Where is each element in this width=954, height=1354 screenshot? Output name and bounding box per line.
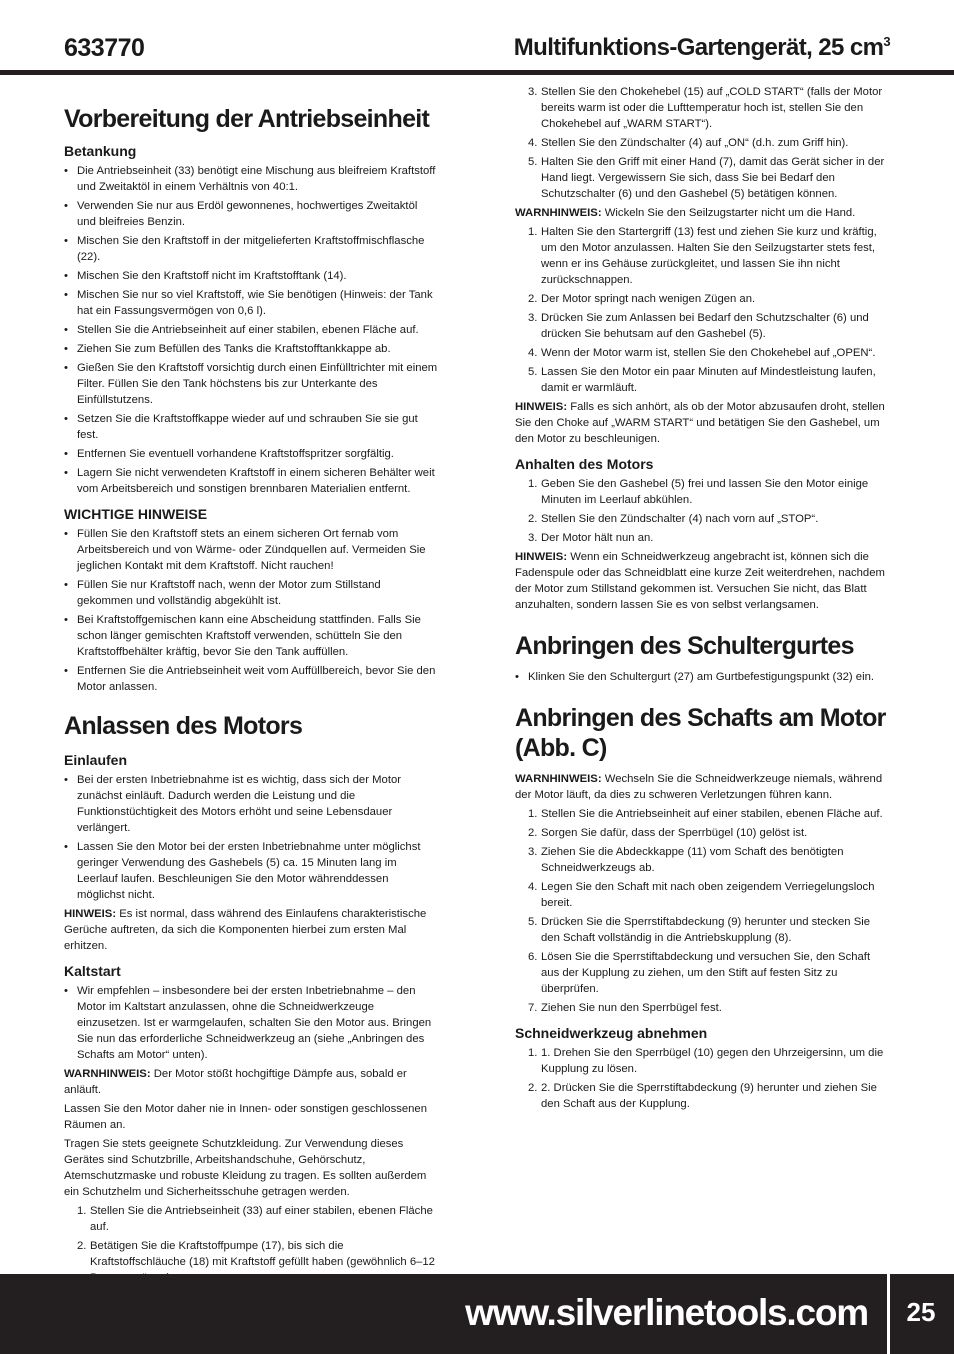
list-item: 2. Betätigen Sie die Kraftstoffpumpe (17), bis sich die Kraftstoffschläuche (18) mit Kraftstoff gefüllt haben (gewöhnlich 6–12 [77, 1240, 435, 1268]
start-steps-list-continued [515, 84, 891, 202]
left-column [64, 84, 438, 1289]
kaltstart-list [64, 983, 438, 1063]
einlaufen-list [64, 772, 438, 903]
list-item: 7. Ziehen Sie nun den Sperrbügel fest. [528, 1002, 722, 1014]
list-item: • Lagern Sie nicht verwendeten Kraftstoff in einem sicheren Behälter weit vom Arbeitsbereich und sonstigen brennbaren Materialien entfernt. [64, 465, 438, 497]
list-item: • Mischen Sie nur so viel Kraftstoff, wie Sie benötigen (Hinweis: der Tank hat ein Fassungsvermögen von 0,6 l). [64, 287, 438, 319]
list-item: 5. Halten Sie den Griff mit einer Hand (7), damit das Gerät sicher in der Hand liegt. Vergewissern Sie sich, dass Sie bei Bedarf den Schutzschalter (6) und den Gashebel (5) betätigen können. [528, 156, 885, 200]
list-item: 1. 1. Drehen Sie den Sperrbügel (10) gegen den Uhrzeigersinn, um die Kupplung zu lösen. [528, 1047, 884, 1075]
list-item: • Klinken Sie den Schultergurt (27) am Gurtbefestigungspunkt (32) ein. [515, 669, 891, 685]
list-item: • Verwenden Sie nur aus Erdöl gewonnenes, hochwertiges Zweitaktöl und bleifreies Benzin. [64, 198, 438, 230]
pull-steps-list [515, 224, 891, 396]
list-item: 2. Stellen Sie den Zündschalter (4) nach vorn auf „STOP“. [528, 513, 819, 525]
subheading-anhalten: Anhalten des Motors [515, 456, 654, 472]
product-code: 633770 [64, 34, 145, 62]
schaft-steps-list [515, 806, 891, 1016]
list-item: 4. Stellen Sie den Zündschalter (4) auf „ON“ (d.h. zum Griff hin). [528, 137, 849, 149]
footer-divider [887, 1274, 890, 1354]
list-item: • Mischen Sie den Kraftstoff nicht im Kraftstofftank (14). [64, 268, 438, 284]
list-item: 1. Geben Sie den Gashebel (5) frei und lassen Sie den Motor einige Minuten im Leerlauf abkühlen. [528, 478, 869, 506]
list-item: • Mischen Sie den Kraftstoff in der mitgelieferten Kraftstoffmischflasche (22). [64, 233, 438, 265]
paragraph-schutzkleidung: Tragen Sie stets geeignete Schutzkleidung. Zur Verwendung dieses Gerätes sind Schutzbrille, Arbeitshandschuhe, Gehörschutz, Atemschutzmaske und robuste Kleidung zu tragen. Es sollten außerdem ein Schutzhelm und Sicherheitsschuhe getragen werden. [64, 1138, 427, 1198]
subheading-kaltstart: Kaltstart [64, 963, 121, 979]
subheading-wichtige-hinweise: WICHTIGE HINWEISE [64, 506, 208, 522]
list-item: • Entfernen Sie eventuell vorhandene Kraftstoffspritzer sorgfältig. [64, 446, 438, 462]
hinweis-schneidwerkzeug: HINWEIS: Wenn ein Schneidwerkzeug angebracht ist, können sich die Fadenspule oder das Schneidblatt eine kurze Zeit weiterdrehen, nachdem der Motor zum Stillstand gekommen ist. Versuchen Sie nicht, das Blatt anzuhalten, sondern lassen Sie es von selbst verlangsamen. [515, 551, 885, 611]
list-item: • Füllen Sie den Kraftstoff stets an einem sicheren Ort fernab vom Arbeitsbereich und von Wärme- oder Zündquellen auf. Vermeiden Sie jeglichen Kontakt mit dem Kraftstoff. Nicht rauchen! [64, 526, 438, 574]
section-title-anlassen: Anlassen des Motors [64, 712, 303, 740]
section-title-schaft: Anbringen des Schafts am Motor (Abb. C) [515, 704, 886, 762]
section-title-vorbereitung: Vorbereitung der Antriebseinheit [64, 105, 430, 133]
list-item: • Ziehen Sie zum Befüllen des Tanks die Kraftstofftankkappe ab. [64, 341, 438, 357]
list-item: 1. Stellen Sie die Antriebseinheit (33) auf einer stabilen, ebenen Fläche auf. [77, 1205, 433, 1233]
website-url: www.silverlinetools.com [465, 1292, 868, 1333]
list-item: • Wir empfehlen – insbesondere bei der ersten Inbetriebnahme – den Motor im Kaltstart anzulassen, ohne die Schneidwerkzeuge einzusetzen. Ist er warmgelaufen, schalten Sie den Motor aus. Bringen Sie nun das erforderliche Schneidwerkzeug an (siehe „Anbringen des Schafts am Motor“ unten). [64, 983, 438, 1063]
list-item: 4. Legen Sie den Schaft mit nach oben zeigendem Verriegelungsloch bereit. [528, 881, 875, 909]
product-title: Multifunktions-Gartengerät, 25 $cm^3$ [513, 34, 890, 61]
page-footer [0, 1274, 954, 1354]
list-item: • Entfernen Sie die Antriebseinheit weit vom Auffüllbereich, bevor Sie den Motor anlassen. [64, 663, 438, 695]
paragraph-innenraeume: Lassen Sie den Motor daher nie in Innen- oder sonstigen geschlossenen Räumen an. [64, 1103, 427, 1131]
list-item: • Bei der ersten Inbetriebnahme ist es wichtig, dass sich der Motor zunächst einläuft. Dadurch werden die Leistung und die Funktionstüchtigkeit des Motors erhöht und seine Lebensdauer verlängert. [64, 772, 438, 836]
page-number: 25 [906, 1297, 936, 1327]
list-item: 1. Halten Sie den Startergriff (13) fest und ziehen Sie kurz und kräftig, um den Motor anzulassen. Halten Sie den Seilzugstarter stets fest, wenn er ins Gehäuse zurückgleitet, und lassen Sie ihn nicht zurückschnappen. [528, 226, 877, 286]
abnehmen-list [515, 1045, 891, 1112]
hinweis-choke: HINWEIS: Falls es sich anhört, als ob der Motor abzusaufen droht, stellen Sie den Choke auf „WARM START“ und betätigen Sie den Gashebel, um den Motor zu beschleunigen. [515, 401, 885, 445]
subheading-einlaufen: Einlaufen [64, 752, 128, 768]
anhalten-list [515, 476, 891, 546]
list-item: 4. Wenn der Motor warm ist, stellen Sie den Chokehebel auf „OPEN“. [528, 347, 876, 359]
warnhinweis-daempfe: WARNHINWEIS: Der Motor stößt hochgiftige Dämpfe aus, sobald er anläuft. [64, 1068, 407, 1096]
schultergurt-list [515, 669, 891, 685]
list-item: 3. Stellen Sie den Chokehebel (15) auf „COLD START“ (falls der Motor bereits warm ist oder die Lufttemperatur hoch ist, stellen Sie den Chokehebel auf „WARM START“). [528, 86, 883, 130]
list-item: 5. Lassen Sie den Motor ein paar Minuten auf Mindestleistung laufen, damit er warmläuft. [528, 366, 876, 394]
warnhinweis-schneidwerkzeuge: WARNHINWEIS: Wechseln Sie die Schneidwerkzeuge niemals, während der Motor läuft, da dies zu schweren Verletzungen führen kann. [515, 773, 883, 801]
list-item: 5. Drücken Sie die Sperrstiftabdeckung (9) herunter und stecken Sie den Schaft vollständig in die Antriebskupplung (8). [528, 916, 871, 944]
list-item: 6. Lösen Sie die Sperrstiftabdeckung und versuchen Sie, den Schaft aus der Kupplung zu ziehen, um den Stift auf festen Sitz zu überprüfen. [528, 951, 871, 995]
list-item: • Stellen Sie die Antriebseinheit auf einer stabilen, ebenen Fläche auf. [64, 322, 438, 338]
subheading-abnehmen: Schneidwerkzeug abnehmen [515, 1025, 708, 1041]
list-item: • Setzen Sie die Kraftstoffkappe wieder auf und schrauben Sie sie gut fest. [64, 411, 438, 443]
list-item: 2. Der Motor springt nach wenigen Zügen an. [528, 293, 756, 305]
header-rule [0, 70, 954, 75]
list-item: 1. Stellen Sie die Antriebseinheit auf einer stabilen, ebenen Fläche auf. [528, 808, 883, 820]
list-item: 3. Drücken Sie zum Anlassen bei Bedarf den Schutzschalter (6) und drücken Sie behutsam auf den Gashebel (5). [528, 312, 869, 340]
betankung-list [64, 163, 438, 497]
list-item: • Gießen Sie den Kraftstoff vorsichtig durch einen Einfülltrichter mit einem Filter. Füllen Sie den Tank höchstens bis zur Unterkante des Einfüllstutzens. [64, 360, 438, 408]
list-item: 2. 2. Drücken Sie die Sperrstiftabdeckung (9) herunter und ziehen Sie den Schaft aus der Kupplung. [528, 1082, 877, 1110]
list-item: 2. Sorgen Sie dafür, dass der Sperrbügel (10) gelöst ist. [528, 827, 808, 839]
page-header [0, 0, 954, 76]
list-item: • Lassen Sie den Motor bei der ersten Inbetriebnahme unter möglichst geringer Verwendung des Gashebels (5) ca. 15 Minuten lang im Leerlauf laufen. Beschleunigen Sie den Motor währenddessen möglichst nicht. [64, 839, 438, 903]
right-column [515, 84, 891, 1115]
subheading-betankung: Betankung [64, 143, 137, 159]
list-item: • Die Antriebseinheit (33) benötigt eine Mischung aus bleifreiem Kraftstoff und Zweitaktöl in einem Verhältnis von 40:1. [64, 163, 438, 195]
hinweis-einlaufen: HINWEIS: Es ist normal, dass während des Einlaufens charakteristische Gerüche auftreten, da sich die Komponenten hierbei zum ersten Mal erhitzen. [64, 908, 427, 952]
list-item: 3. Ziehen Sie die Abdeckkappe (11) vom Schaft des benötigten Schneidwerkzeugs ab. [528, 846, 844, 874]
list-item: • Bei Kraftstoffgemischen kann eine Abscheidung stattfinden. Falls Sie schon länger gemischten Kraftstoff verwenden, schütteln Sie den Kraftstoffbehälter kräftig, bevor Sie den Tank auffüllen. [64, 612, 438, 660]
list-item: • Füllen Sie nur Kraftstoff nach, wenn der Motor zum Stillstand gekommen und vollständig abgekühlt ist. [64, 577, 438, 609]
list-item: 3. Der Motor hält nun an. [528, 532, 654, 544]
warnhinweis-seilzug: WARNHINWEIS: Wickeln Sie den Seilzugstarter nicht um die Hand. [515, 207, 856, 219]
wichtige-hinweise-list [64, 526, 438, 695]
section-title-schultergurt: Anbringen des Schultergurtes [515, 632, 854, 660]
